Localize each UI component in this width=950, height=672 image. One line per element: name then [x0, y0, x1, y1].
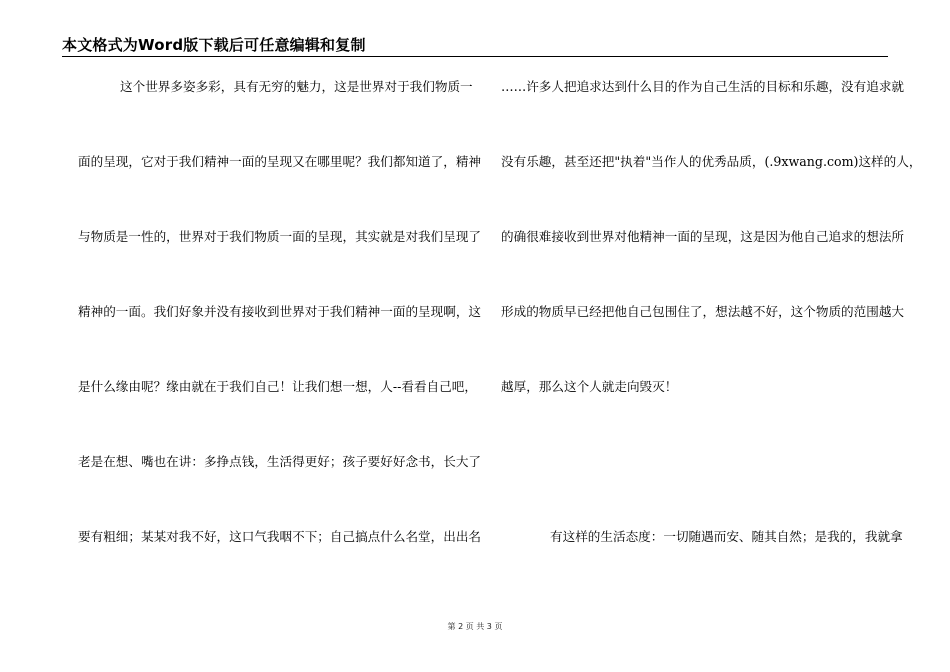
- left-line-1: 这个世界多姿多彩，具有无穷的魅力，这是世界对于我们物质一: [120, 79, 473, 94]
- right-line-4: 形成的物质早已经把他自己包围住了，想法越不好，这个物质的范围越大: [501, 304, 904, 319]
- right-paragraph-2-line-1: 有这样的生活态度：一切随遇而安、随其自然；是我的，我就拿: [550, 529, 903, 544]
- page-number: 第 2 页 共 3 页: [447, 622, 503, 631]
- left-line-2: 面的呈现，它对于我们精神一面的呈现又在哪里呢？我们都知道了，精神: [78, 154, 481, 169]
- right-line-5: 越厚，那么这个人就走向毁灭！: [501, 379, 678, 394]
- right-line-2: 没有乐趣，甚至还把"执着"当作人的优秀品质，(.9xwang.com)这样的人，: [501, 154, 922, 169]
- left-line-3: 与物质是一性的，世界对于我们物质一面的呈现，其实就是对我们呈现了: [78, 229, 481, 244]
- right-line-1: ……许多人把追求达到什么目的作为自己生活的目标和乐趣，没有追求就: [501, 79, 904, 94]
- header-divider: [62, 56, 888, 57]
- left-line-7: 要有粗细；某某对我不好，这口气我咽不下；自己搞点什么名堂，出出名: [78, 529, 481, 544]
- left-line-4: 精神的一面。我们好象并没有接收到世界对于我们精神一面的呈现啊，这: [78, 304, 481, 319]
- left-line-5: 是什么缘由呢？缘由就在于我们自己！让我们想一想，人--看看自己吧，: [78, 379, 477, 394]
- right-line-3: 的确很难接收到世界对他精神一面的呈现，这是因为他自己追求的想法所: [501, 229, 904, 244]
- document-header-title: 本文格式为Word版下载后可任意编辑和复制: [62, 36, 366, 54]
- left-line-6: 老是在想、嘴也在讲：多挣点钱，生活得更好；孩子要好好念书，长大了: [78, 454, 481, 469]
